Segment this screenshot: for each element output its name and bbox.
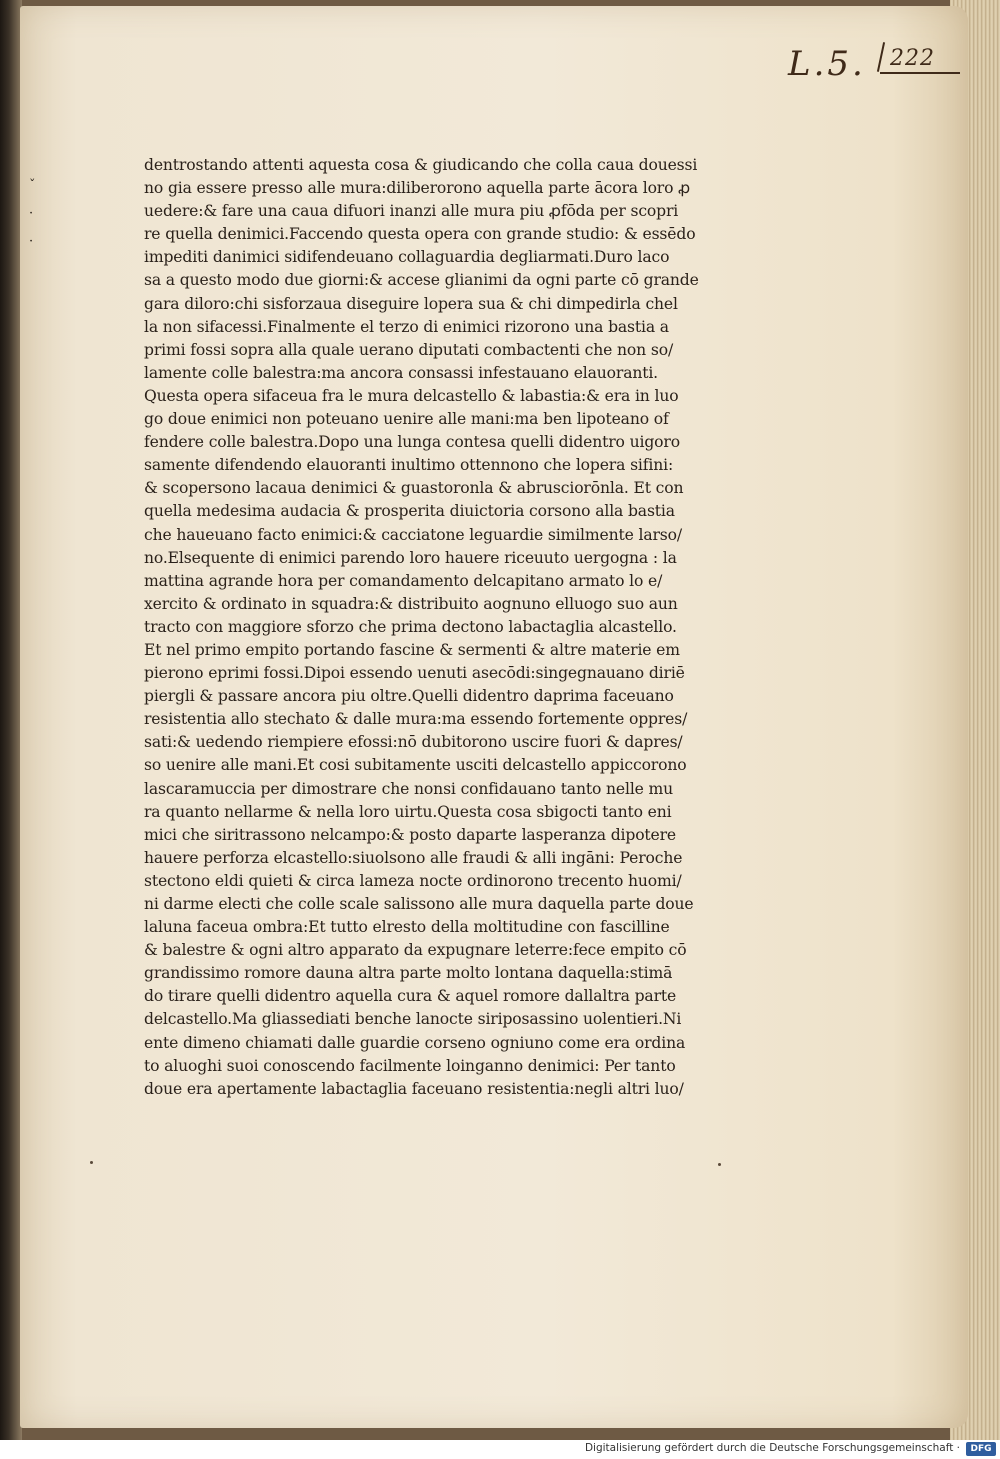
- text-line: do tirare quelli didentro aquella cura & aquel romore dallaltra parte: [144, 987, 677, 1006]
- text-line: mattina agrande hora per comandamento delcapitano armato lo e/: [144, 571, 663, 590]
- text-line: pierono eprimi fossi.Dipoi essendo uenuti asecōdi:singegnauano diriē: [144, 664, 685, 683]
- text-line: & balestre & ogni altro apparato da expugnare leterre:fece empito cō: [144, 941, 687, 960]
- gutter-mark: ·: [29, 206, 34, 221]
- text-line: no.Elsequente di enimici parendo loro hauere riceuuto uergogna : la: [144, 548, 677, 567]
- text-line: sati:& uedendo riempiere efossi:nō dubitorono uscire fuori & dapres/: [144, 733, 683, 752]
- text-line: fendere colle balestra.Dopo una lunga contesa quelli didentro uigoro: [144, 433, 680, 452]
- text-line: hauere perforza elcastello:siuolsono alle fraudi & alli ingāni: Peroche: [144, 848, 683, 867]
- text-line: lascaramuccia per dimostrare che nonsi confidauano tanto nelle mu: [144, 779, 674, 798]
- text-line: laluna faceua ombra:Et tutto elresto della moltitudine con fascilline: [144, 918, 670, 937]
- text-line: resistentia allo stechato & dalle mura:ma essendo fortemente oppres/: [144, 710, 688, 729]
- text-line: piergli & passare ancora piu oltre.Quelli didentro daprima faceuano: [144, 687, 674, 706]
- text-line: la non sifacessi.Finalmente el terzo di enimici rizorono una bastia a: [144, 317, 669, 336]
- text-line: mici che siritrassono nelcampo:& posto daparte lasperanza dipotere: [144, 825, 677, 844]
- book-gutter: [0, 0, 22, 1440]
- footer-credit: Digitalisierung gefördert durch die Deutsche Forschungsgemeinschaft ·: [584, 1442, 960, 1454]
- gutter-mark: ·: [29, 234, 34, 249]
- text-line: so uenire alle mani.Et cosi subitamente usciti delcastello appiccorono: [144, 756, 687, 775]
- dfg-logo: DFG: [966, 1442, 996, 1456]
- text-line: ni darme electi che colle scale salissono alle mura daquella parte doue: [144, 895, 694, 913]
- text-line: dentrostando attenti aquesta cosa & giudicando che colla caua douessi: [144, 156, 698, 174]
- gutter-marks: [26, 6, 38, 306]
- folio-number: 222: [890, 46, 970, 72]
- folio-mark: L.5.: [788, 44, 866, 84]
- text-line: lamente colle balestra:ma ancora consassi infestauano elauoranti.: [144, 363, 658, 382]
- text-line: che haueuano facto enimici:& cacciatone leguardie similmente larso/: [144, 525, 682, 544]
- footer-bar: [0, 1440, 1000, 1459]
- text-line: primi fossi sopra alla quale uerano diputati combactenti che non so/: [144, 340, 674, 359]
- text-line: stectono eldi quieti & circa lameza nocte ordinorono trecento huomi/: [144, 871, 682, 890]
- book-page: [20, 6, 968, 1428]
- text-line: quella medesima audacia & prosperita diuictoria corsono alla bastia: [144, 502, 675, 521]
- text-line: & scopersono lacaua denimici & guastoronla & abrusciorōnla. Et con: [144, 479, 684, 498]
- text-line: sa a questo modo due giorni:& accese glianimi da ogni parte cō grande: [144, 271, 699, 290]
- text-line: impediti danimici sidifendeuano collaguardia degliarmati.Duro laco: [144, 248, 670, 267]
- ink-spot: [718, 1163, 721, 1166]
- text-line: delcastello.Ma gliassediati benche lanocte siriposassino uolentieri.Ni: [144, 1010, 682, 1029]
- text-line: no gia essere presso alle mura:diliberorono aquella parte ācora loro ꝓ: [144, 179, 691, 198]
- text-line: samente difendendo elauoranti inultimo ottennono che lopera sifini:: [144, 456, 674, 475]
- text-line: ra quanto nellarme & nella loro uirtu.Questa cosa sbigocti tanto eni: [144, 802, 672, 821]
- ink-spot: [90, 1161, 93, 1164]
- text-block: [144, 154, 716, 1101]
- text-line: tracto con maggiore sforzo che prima dectono labactaglia alcastello.: [144, 617, 677, 636]
- text-line: doue era apertamente labactaglia faceuano resistentia:negli altri luo/: [144, 1079, 684, 1098]
- text-line: Et nel primo empito portando fascine & sermenti & altre materie em: [144, 640, 680, 659]
- text-line: to aluoghi suoi conoscendo facilmente loinganno denimici: Per tanto: [144, 1056, 676, 1075]
- text-line: xercito & ordinato in squadra:& distribuito aognuno elluogo suo aun: [144, 594, 678, 613]
- text-line: uedere:& fare una caua difuori inanzi alle mura piu ꝓfōda per scopri: [144, 202, 679, 221]
- gutter-mark: ˇ: [29, 178, 36, 193]
- text-line: ente dimeno chiamati dalle guardie corseno ogniuno come era ordina: [144, 1033, 686, 1052]
- text-line: re quella denimici.Faccendo questa opera con grande studio: & essēdo: [144, 225, 696, 244]
- text-line: grandissimo romore dauna altra parte molto lontana daquella:stimā: [144, 964, 673, 983]
- text-line: Questa opera sifaceua fra le mura delcastello & labastia:& era in luo: [144, 386, 679, 405]
- text-line: go doue enimici non poteuano uenire alle mani:ma ben lipoteano of: [144, 410, 669, 429]
- text-line: gara diloro:chi sisforzaua diseguire lopera sua & chi dimpedirla chel: [144, 294, 678, 313]
